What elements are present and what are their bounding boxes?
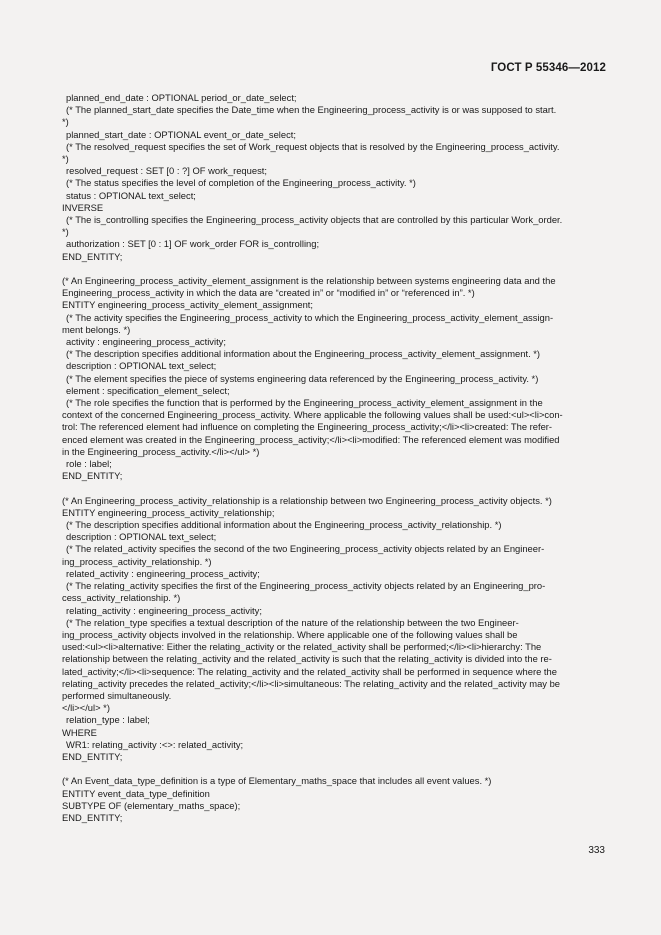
text-line: END_ENTITY; [62,750,123,762]
document-header: ГОСТ Р 55346—2012 [490,62,606,74]
blank-line [62,482,608,494]
text-line: (* The description specifies additional information about the Engineering_process_activity_relationship. *) [66,519,502,531]
text-line: END_ENTITY; [62,470,123,482]
text-line: *) [62,116,69,128]
text-line: (* The related_activity specifies the second of the two Engineering_process_activity objects related by an Engineer- [66,543,545,555]
text-line: role : label; [66,458,112,470]
text-line: (* An Engineering_process_activity_element_assignment is the relationship between systems engineering data and the [62,275,556,287]
blank-line [62,763,608,775]
text-line: performed simultaneously. [62,689,172,701]
text-line: planned_start_date : OPTIONAL event_or_date_select; [66,128,297,140]
text-line: ing_process_activity_relationship. *) [62,555,212,567]
text-line: relation_type : label; [66,714,150,726]
text-line: (* The element specifies the piece of systems engineering data referenced by the Engineering_process_activity. *) [66,372,539,384]
text-line: related_activity : engineering_process_activity; [66,567,260,579]
text-line: (* An Engineering_process_activity_relationship is a relationship between two Engineering_process_activity objects. *) [62,494,552,506]
text-line: WR1: relating_activity :<>: related_activity; [66,738,244,750]
text-line: relating_activity precedes the related_activity;</li><li>simultaneous: The relating_activity and the related_activity may be [62,677,561,689]
text-line: context of the concerned Engineering_process_activity. Where applicable the following values shall be used:<ul><li>con- [62,409,563,421]
text-line: ment belongs. *) [62,323,131,335]
text-line: trol: The referenced element had influence on completing the Engineering_process_activity;</li><li>created: The refer- [62,421,553,433]
text-line: (* The description specifies additional information about the Engineering_process_activity_element_assignment. *) [66,348,541,360]
text-line: status : OPTIONAL text_select; [66,189,196,201]
blank-line [62,263,608,275]
text-line: (* The status specifies the level of completion of the Engineering_process_activity. *) [66,177,416,189]
page-number: 333 [588,845,605,856]
text-line: </li></ul> *) [62,702,110,714]
text-line: ENTITY engineering_process_activity_relationship; [62,506,275,518]
text-line: ENTITY engineering_process_activity_element_assignment; [62,299,314,311]
text-line: authorization : SET [0 : 1] OF work_order FOR is_controlling; [66,238,320,250]
text-line: planned_end_date : OPTIONAL period_or_date_select; [66,92,297,103]
text-line: description : OPTIONAL text_select; [66,531,217,543]
text-line: relating_activity : engineering_process_activity; [66,604,262,616]
text-line: lated_activity;</li><li>sequence: The relating_activity and the related_activity shall be performed in sequence where the [62,665,557,677]
text-line: (* The is_controlling specifies the Engineering_process_activity objects that are controlled by this particular Work_order. [66,214,563,226]
text-line: ENTITY event_data_type_definition [62,787,210,799]
text-line: END_ENTITY; [62,811,123,823]
text-line: INVERSE [62,201,104,213]
text-line: (* An Event_data_type_definition is a type of Elementary_maths_space that includes all event values. *) [62,775,492,787]
text-line: WHERE [62,726,97,738]
document-body [62,92,608,824]
text-line: ing_process_activity objects involved in the relationship. Where applicable one of the following values shall be [62,628,518,640]
text-line: resolved_request : SET [0 : ?] OF work_request; [66,165,267,177]
text-line: (* The relation_type specifies a textual description of the nature of the relationship between the two Engineer- [66,616,519,628]
text-line: element : specification_element_select; [66,384,230,396]
text-line: END_ENTITY; [62,250,123,262]
text-line: Engineering_process_activity in which the data are “created in” or “modified in” or “referenced in”. *) [62,287,475,299]
text-line: cess_activity_relationship. *) [62,592,181,604]
text-line: in the Engineering_process_activity.</li></ul> *) [62,445,260,457]
text-line: used:<ul><li>alternative: Either the relating_activity or the related_activity shall be performed;</li><li>hierarchy: The [62,641,542,653]
text-line: relationship between the relating_activity and the related_activity is such that the relating_activity is divided into the re- [62,653,552,665]
text-line: (* The role specifies the function that is performed by the Engineering_process_activity_element_assignment in the [66,397,543,409]
text-line: *) [62,226,69,238]
text-line: description : OPTIONAL text_select; [66,360,217,372]
text-line: (* The activity specifies the Engineering_process_activity to which the Engineering_process_activity_element_assign- [66,311,554,323]
text-line: *) [62,153,69,165]
text-line: (* The resolved_request specifies the set of Work_request objects that is resolved by the Engineering_process_activity. [66,140,560,152]
text-line: enced element was created in the Engineering_process_activity;</li><li>modified: The referenced element was modified [62,433,560,445]
text-line: activity : engineering_process_activity; [66,336,226,348]
text-line: SUBTYPE OF (elementary_maths_space); [62,799,241,811]
text-line: (* The planned_start_date specifies the Date_time when the Engineering_process_activity is or was supposed to start. [66,104,557,116]
text-line: (* The relating_activity specifies the first of the Engineering_process_activity objects related by an Engineering_pro- [66,580,546,592]
